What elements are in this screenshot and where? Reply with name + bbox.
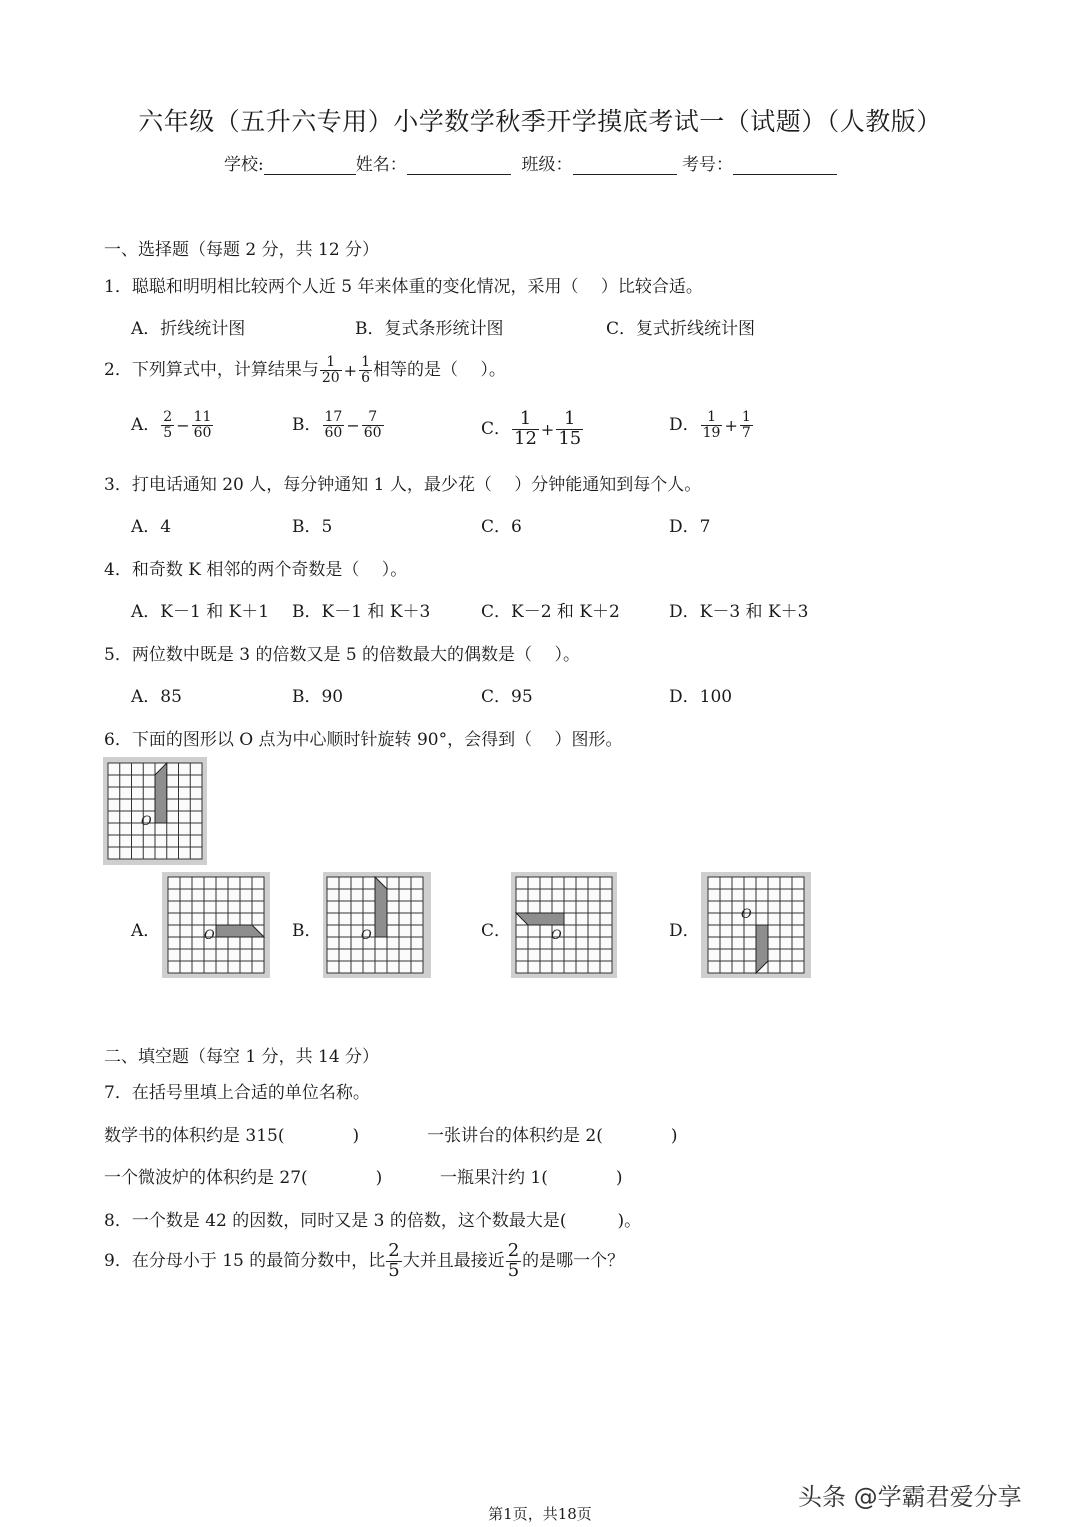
q6-option-b-figure[interactable]: [323, 872, 431, 978]
question-3: 3．打电话通知 20 人，每分钟通知 1 人，最少花（ ）分钟能通知到每个人。: [104, 475, 702, 495]
q2-text-pre: 2．下列算式中，计算结果与: [104, 360, 319, 380]
q9-fraction-2: $\frac{2}{5}$: [507, 1240, 520, 1281]
q5-option-b[interactable]: B．90: [292, 687, 344, 707]
q7-blank-microwave[interactable]: 一个微波炉的体积约是 27( ): [104, 1168, 383, 1188]
q2-fraction-1: $\frac{1}{20}$: [321, 354, 340, 386]
class-blank[interactable]: [573, 156, 677, 175]
student-info-line: [224, 150, 837, 175]
question-2: [104, 355, 506, 386]
question-7: 7．在括号里填上合适的单位名称。: [104, 1083, 370, 1103]
q4-option-a[interactable]: A．K－1 和 K＋1: [131, 602, 270, 622]
q9-text-post: 的是哪一个？: [522, 1250, 625, 1271]
q7-blank-podium[interactable]: 一张讲台的体积约是 2( ): [427, 1126, 678, 1146]
q2-option-d[interactable]: D． $\frac{1}{19}$ + $\frac{1}{7}$: [669, 409, 751, 441]
svg-text:O: O: [741, 907, 752, 922]
q6-option-c-figure[interactable]: [511, 872, 617, 978]
q2-fraction-2: $\frac{1}{6}$: [361, 354, 370, 386]
q5-option-a[interactable]: A．85: [131, 687, 182, 707]
exam-no-label: 考号：: [681, 155, 733, 175]
q3-option-b[interactable]: B．5: [292, 517, 333, 537]
q2-option-a[interactable]: A． $\frac{2}{5}$ − $\frac{11}{60}$: [131, 409, 212, 441]
section-heading-2: 二、填空题（每空 1 分，共 14 分）: [104, 1047, 380, 1067]
class-label: 班级：: [521, 155, 573, 175]
q4-option-c[interactable]: C．K－2 和 K＋2: [481, 602, 620, 622]
q9-fraction-1: $\frac{2}{5}$: [388, 1240, 400, 1281]
q9-text-mid: 大并且最接近: [402, 1250, 505, 1271]
q6-option-a-label[interactable]: A．: [131, 921, 161, 941]
svg-text:O: O: [551, 928, 562, 943]
page-footer: 第1页，共18页: [488, 1505, 592, 1523]
name-blank[interactable]: [407, 156, 511, 175]
q6-option-d-figure[interactable]: [701, 872, 811, 978]
q4-option-d[interactable]: D．K－3 和 K＋3: [669, 602, 809, 622]
question-4: 4．和奇数 K 相邻的两个奇数是（ ）。: [104, 560, 408, 580]
q1-option-b[interactable]: B．复式条形统计图: [355, 319, 504, 339]
q5-option-d[interactable]: D．100: [669, 687, 733, 707]
q7-blank-math-book[interactable]: 数学书的体积约是 315( ): [104, 1126, 360, 1146]
watermark: 头条 @学霸君爱分享: [798, 1483, 1022, 1511]
svg-text:O: O: [361, 928, 372, 943]
question-1: 1．聪聪和明明相比较两个人近 5 年来体重的变化情况，采用（ ）比较合适。: [104, 277, 703, 297]
q1-option-c[interactable]: C．复式折线统计图: [606, 319, 756, 339]
q2-option-c[interactable]: C． $\frac{1}{12}$ + $\frac{1}{15}$: [481, 408, 582, 449]
q6-original-grid-figure: [103, 757, 207, 865]
page-title: 六年级（五升六专用）小学数学秋季开学摸底考试一（试题）（人教版）: [138, 107, 942, 136]
q3-option-d[interactable]: D．7: [669, 517, 711, 537]
svg-text:O: O: [204, 928, 215, 943]
q2-plus: +: [343, 361, 358, 380]
school-label: 学校:: [224, 155, 264, 175]
q6-option-a-figure[interactable]: [162, 872, 270, 978]
question-8[interactable]: 8．一个数是 42 的因数，同时又是 3 的倍数，这个数最大是( )。: [104, 1211, 642, 1231]
name-label: 姓名：: [355, 155, 407, 175]
question-6: 6．下面的图形以 O 点为中心顺时针旋转 90°，会得到（ ）图形。: [104, 730, 623, 750]
q6-option-d-label[interactable]: D．: [669, 921, 700, 941]
q3-option-c[interactable]: C．6: [481, 517, 522, 537]
question-5: 5．两位数中既是 3 的倍数又是 5 的倍数最大的偶数是（ ）。: [104, 645, 580, 665]
q9-text-pre: 9．在分母小于 15 的最简分数中，比: [104, 1250, 386, 1271]
q3-option-a[interactable]: A．4: [131, 517, 172, 537]
q6-option-b-label[interactable]: B．: [292, 921, 322, 941]
q2-option-b[interactable]: B． $\frac{17}{60}$ − $\frac{7}{60}$: [292, 409, 382, 441]
school-blank[interactable]: [264, 156, 356, 175]
q6-option-c-label[interactable]: C．: [481, 921, 512, 941]
q1-option-a[interactable]: A．折线统计图: [131, 319, 246, 339]
q5-option-c[interactable]: C．95: [481, 687, 533, 707]
exam-no-blank[interactable]: [733, 156, 837, 175]
q4-option-b[interactable]: B．K－1 和 K＋3: [292, 602, 431, 622]
q2-text-post: 相等的是（ ）。: [372, 360, 506, 380]
question-9: [104, 1242, 624, 1281]
section-heading-1: 一、选择题（每题 2 分，共 12 分）: [104, 240, 380, 260]
q6-point-o: O: [141, 814, 152, 829]
q7-blank-juice[interactable]: 一瓶果汁约 1( ): [440, 1168, 623, 1188]
